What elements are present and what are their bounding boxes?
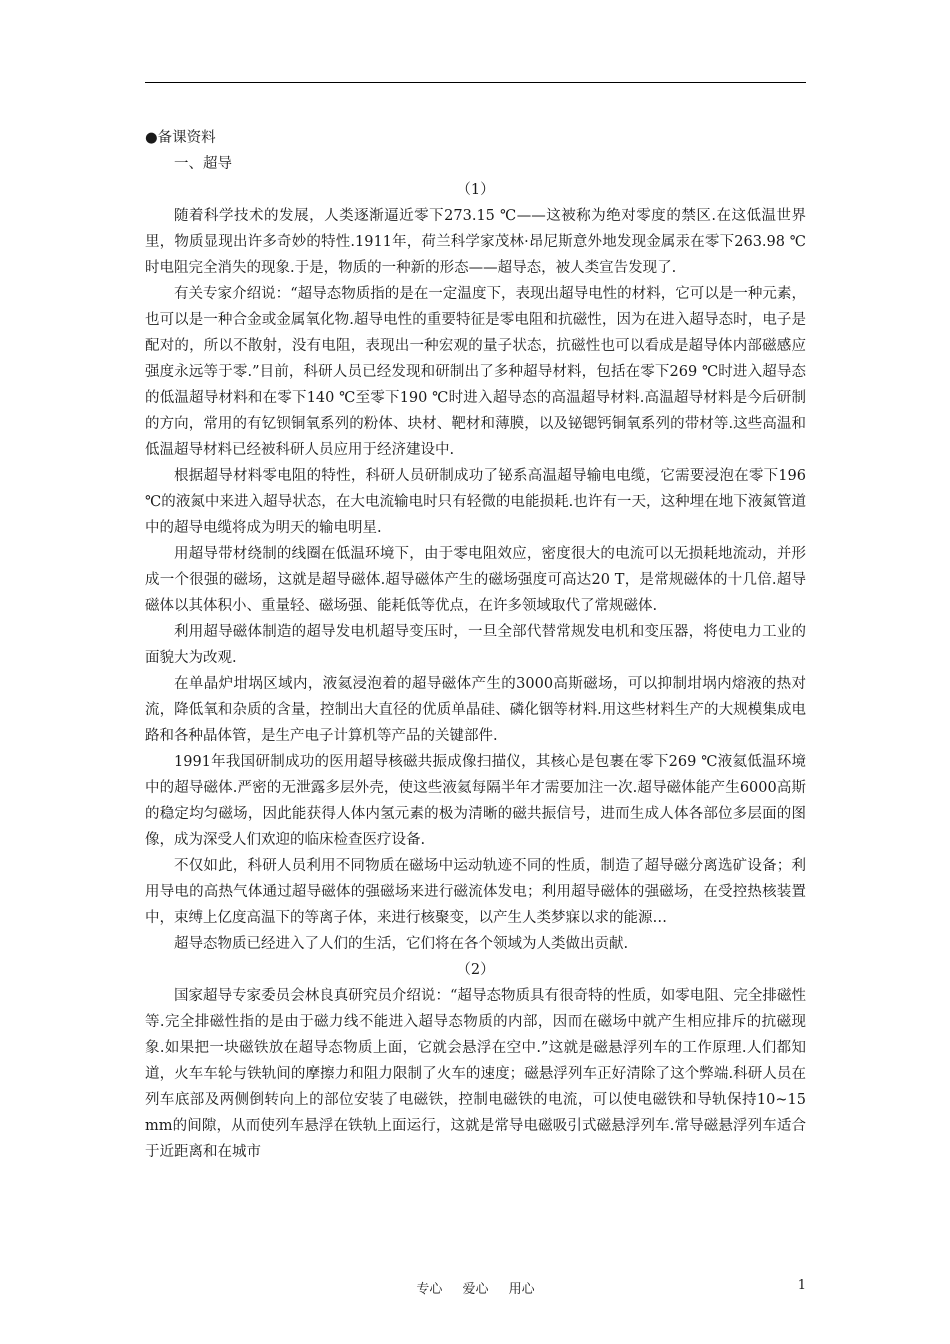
paragraph: 1991年我国研制成功的医用超导核磁共振成像扫描仪，其核心是包裹在零下269 ℃液氦低温环境中的超导磁体.严密的无泄露多层外壳，使这些液氦每隔半年才需要加注一次.超导磁体能产生6000高斯的稳定均匀磁场，因此能获得人体内氢元素的极为清晰的磁共振信号，进而生成人体各部位多层面的图像，成为深受人们欢迎的临床检查医疗设备. <box>145 754 806 848</box>
footer-motto: 专心 爱心 用心 <box>416 1282 535 1297</box>
topic-title: 一、超导 <box>174 156 232 172</box>
header-rule <box>145 82 806 83</box>
section-heading: ●备课资料 <box>145 130 216 146</box>
page-number: 1 <box>797 1278 806 1293</box>
part-label-2: （2） <box>456 962 495 978</box>
paragraph: 不仅如此，科研人员利用不同物质在磁场中运动轨迹不同的性质，制造了超导磁分离选矿设备；利用导电的高热气体通过超导磁体的强磁场来进行磁流体发电；利用超导磁体的强磁场，在受控热核装置中，束缚上亿度高温下的等离子体，来进行核聚变，以产生人类梦寐以求的能源… <box>145 858 806 926</box>
document-body <box>145 125 806 1165</box>
page-footer <box>145 1278 806 1298</box>
paragraph: 国家超导专家委员会林良真研究员介绍说：“超导态物质具有很奇特的性质，如零电阻、完全排磁性等.完全排磁性指的是由于磁力线不能进入超导态物质的内部，因而在磁场中就产生相应排斥的抗磁现象.如果把一块磁铁放在超导态物质上面，它就会悬浮在空中.”这就是磁悬浮列车的工作原理.人们都知道，火车车轮与铁轨间的摩擦力和阻力限制了火车的速度；磁悬浮列车正好清除了这个弊端.科研人员在列车底部及两侧倒转向上的部位安装了电磁铁，控制电磁铁的电流，可以使电磁铁和导轨保持10~15 mm的间隙，从而使列车悬浮在铁轨上面运行，这就是常导电磁吸引式磁悬浮列车.常导磁悬浮列车适合于近距离和在城市 <box>145 988 806 1160</box>
paragraph: 超导态物质已经进入了人们的生活，它们将在各个领域为人类做出贡献. <box>174 936 629 952</box>
paragraph: 有关专家介绍说：“超导态物质指的是在一定温度下，表现出超导电性的材料，它可以是一种元素，也可以是一种合金或金属氧化物.超导电性的重要特征是零电阻和抗磁性，因为在进入超导态时，电子是配对的，所以不散射，没有电阻，表现出一种宏观的量子状态，抗磁性也可以看成是超导体内部磁感应强度永远等于零.”目前，科研人员已经发现和研制出了多种超导材料，包括在零下269 ℃时进入超导态的低温超导材料和在零下140 ℃至零下190 ℃时进入超导态的高温超导材料.高温超导材料是今后研制的方向，常用的有钇钡铜氧系列的粉体、块材、靶材和薄膜，以及铋锶钙铜氧系列的带材等.这些高温和低温超导材料已经被科研人员应用于经济建设中. <box>145 286 806 458</box>
paragraph: 随着科学技术的发展，人类逐渐逼近零下273.15 ℃——这被称为绝对零度的禁区.在这低温世界里，物质显现出许多奇妙的特性.1911年，荷兰科学家茂林·昂尼斯意外地发现金属汞在零下263.98 ℃时电阻完全消失的现象.于是，物质的一种新的形态——超导态，被人类宣告发现了. <box>145 208 806 276</box>
paragraph: 根据超导材料零电阻的特性，科研人员研制成功了铋系高温超导输电电缆，它需要浸泡在零下196 ℃的液氮中来进入超导状态，在大电流输电时只有轻微的电能损耗.也许有一天，这种埋在地下液氮管道中的超导电缆将成为明天的输电明星. <box>145 468 806 536</box>
paragraph: 利用超导磁体制造的超导发电机超导变压时，一旦全部代替常规发电机和变压器，将使电力工业的面貌大为改观. <box>145 624 806 666</box>
paragraph: 用超导带材绕制的线圈在低温环境下，由于零电阻效应，密度很大的电流可以无损耗地流动，并形成一个很强的磁场，这就是超导磁体.超导磁体产生的磁场强度可高达20 T，是常规磁体的十几倍.超导磁体以其体积小、重量轻、磁场强、能耗低等优点，在许多领域取代了常规磁体. <box>145 546 806 614</box>
part-label-1: （1） <box>456 182 495 198</box>
paragraph: 在单晶炉坩埚区域内，液氦浸泡着的超导磁体产生的3000高斯磁场，可以抑制坩埚内熔液的热对流，降低氧和杂质的含量，控制出大直径的优质单晶硅、磷化铟等材料.用这些材料生产的大规模集成电路和各种晶体管，是生产电子计算机等产品的关键部件. <box>145 676 806 744</box>
